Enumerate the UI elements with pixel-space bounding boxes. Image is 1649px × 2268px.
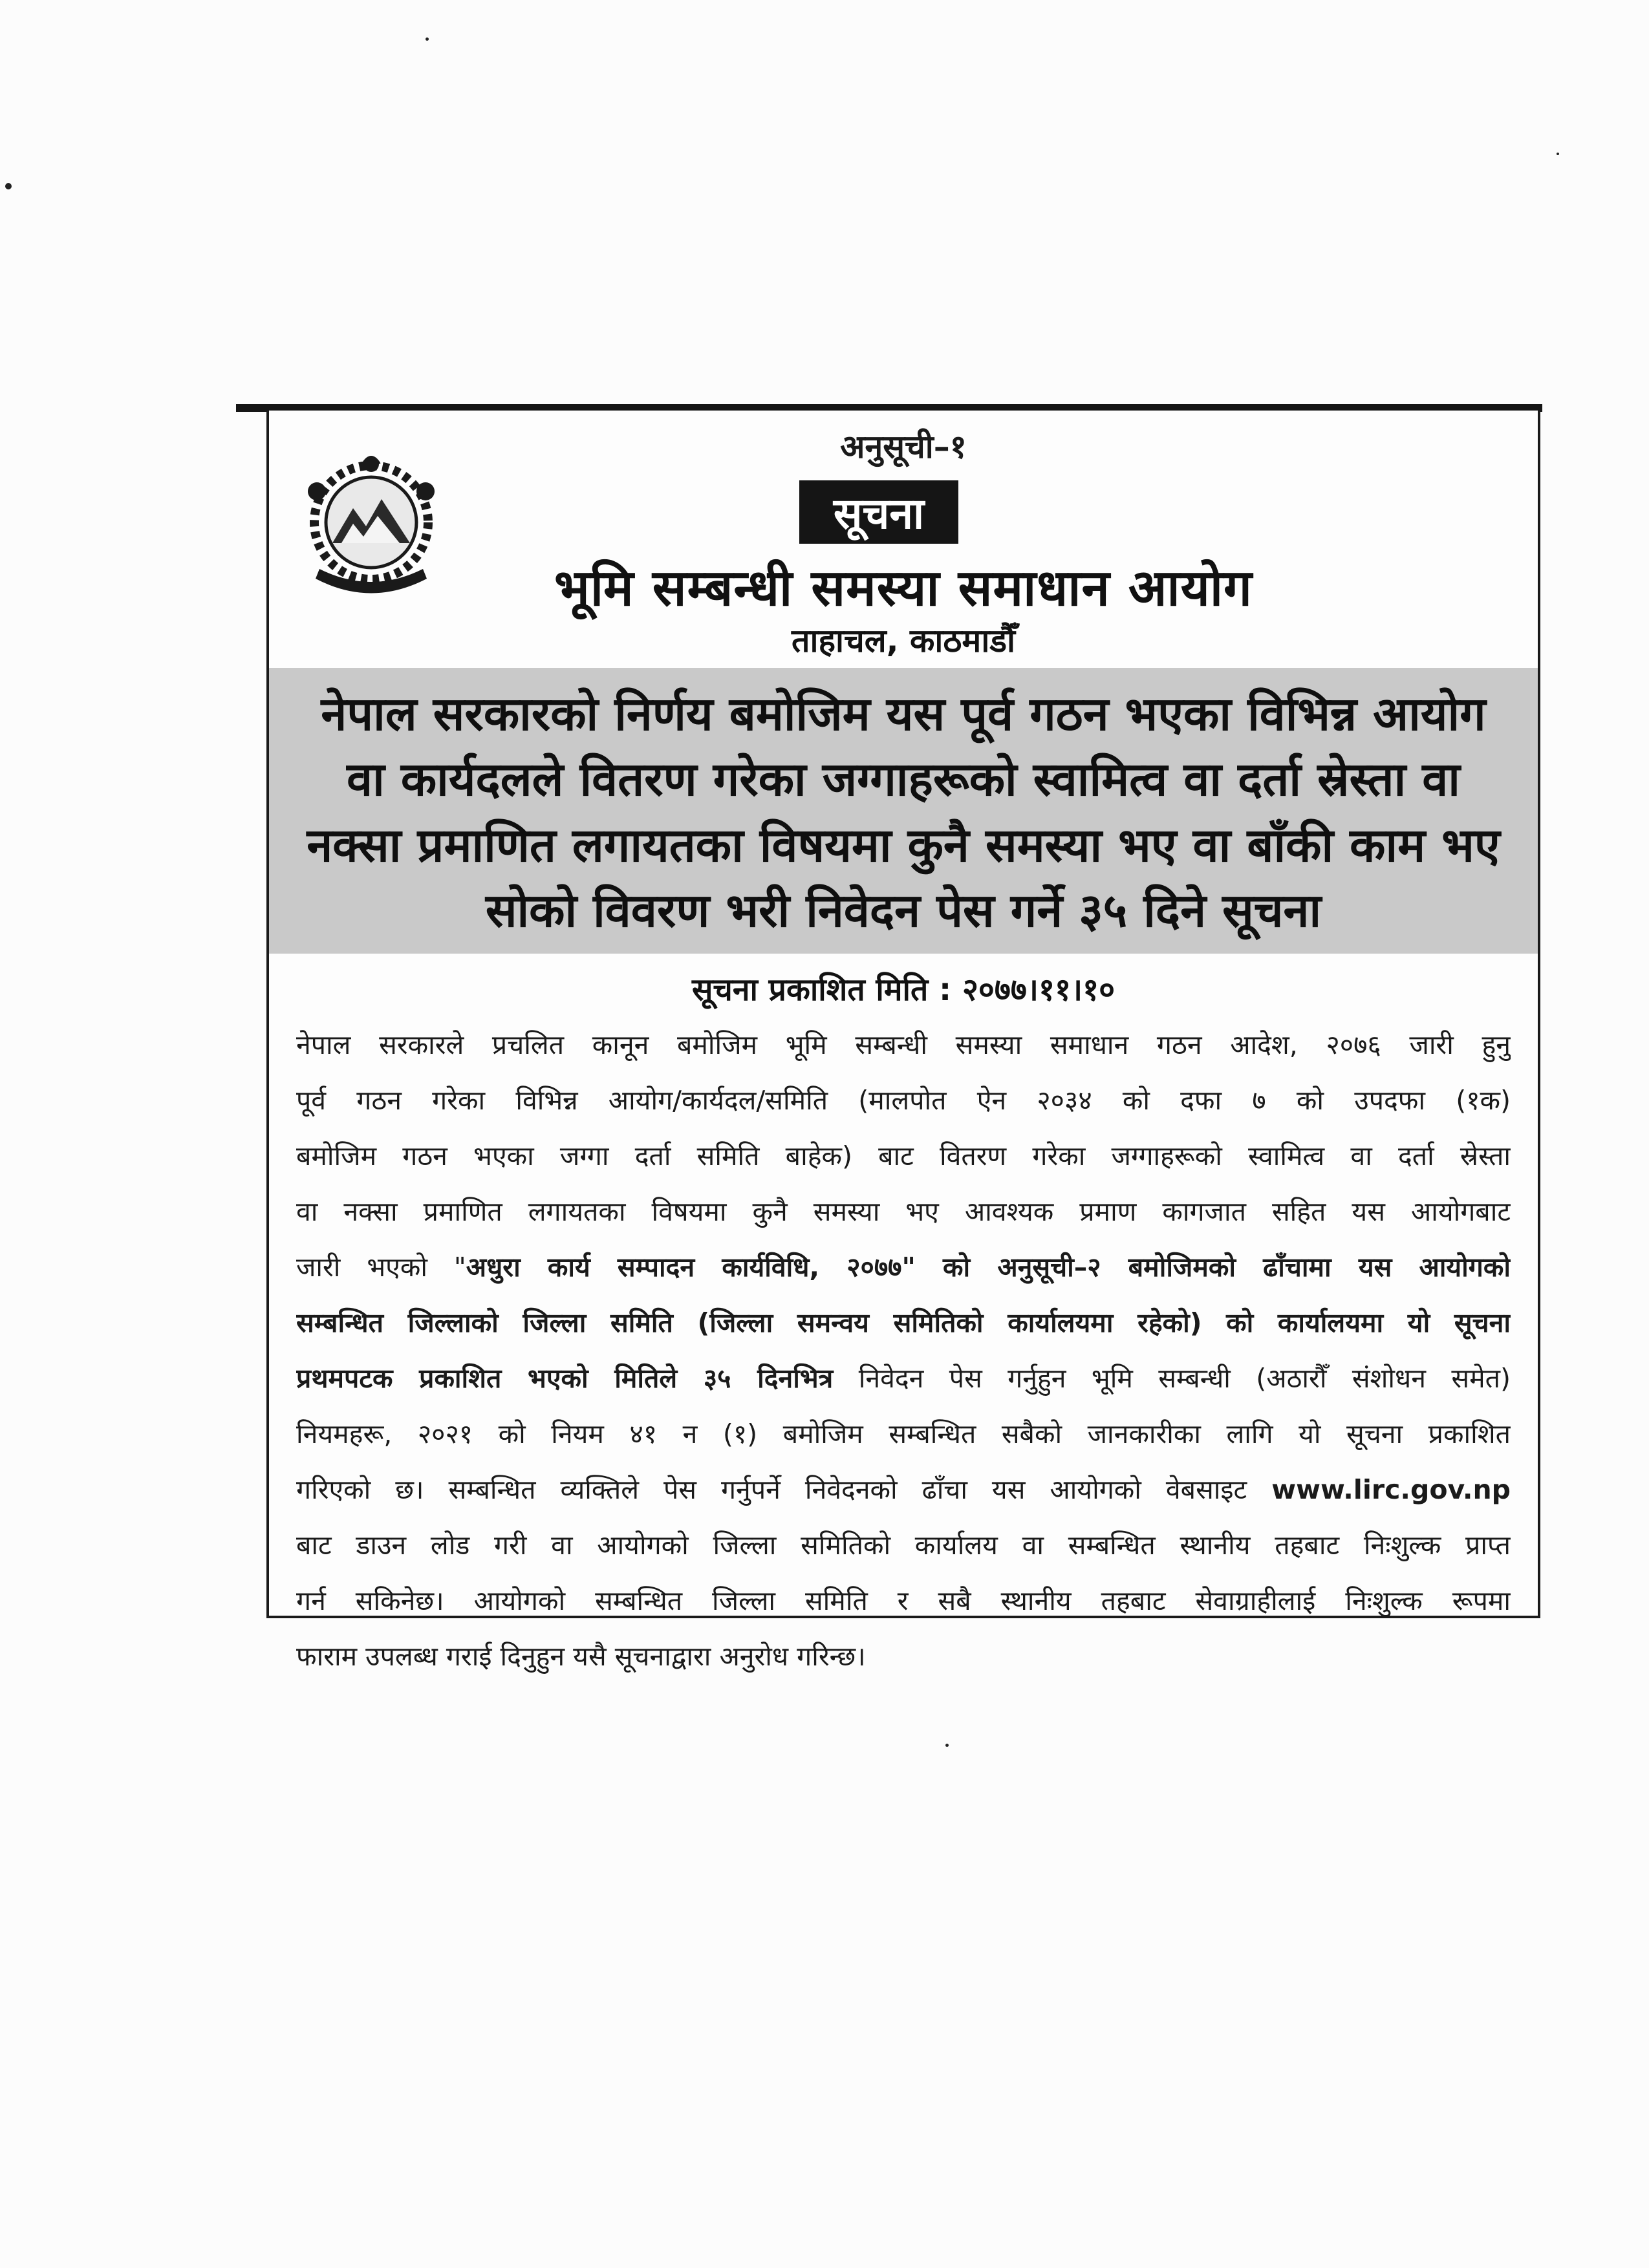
body-line (296, 1184, 1511, 1239)
body-text-segment: प्रथमपटक प्रकाशित भएको मितिले ३५ दिनभित्र (296, 1363, 834, 1394)
scan-speck (1557, 153, 1559, 155)
body-text-segment: बाट डाउन लोड गरी वा आयोगको जिल्ला समितिको कार्यालय वा सम्बन्धित स्थानीय तहबाट निःशुल्क प्राप्त (296, 1530, 1511, 1561)
body-line (296, 1295, 1511, 1351)
body-line (296, 1017, 1511, 1073)
published-date: सूचना प्रकाशित मिति : २०७७।११।१० (691, 972, 1116, 1008)
schedule-label: अनुसूची–१ (840, 428, 967, 465)
headline-line: नेपाल सरकारको निर्णय बमोजिम यस पूर्व गठन भएका विभिन्न आयोग (321, 686, 1486, 741)
body-line (296, 1073, 1511, 1128)
body-line (296, 1573, 1511, 1629)
body-text-segment: गरिएको छ। सम्बन्धित व्यक्तिले पेस गर्नुपर्ने निवेदनको ढाँचा यस आयोगको वेबसाइट (296, 1474, 1272, 1505)
body-line (296, 1462, 1511, 1517)
body-text-segment: www.lirc.gov.np (1271, 1474, 1511, 1505)
headline-band (269, 668, 1538, 954)
scan-speck (426, 37, 429, 41)
body-line (296, 1406, 1511, 1462)
body-text-segment: गर्न सकिनेछ। आयोगको सम्बन्धित जिल्ला समिति र सबै स्थानीय तहबाट सेवाग्राहीलाई निःशुल्क रूपमा (296, 1585, 1511, 1616)
headline-line: नक्सा प्रमाणित लगायतका विषयमा कुनै समस्या भए वा बाँकी काम भए (307, 817, 1500, 872)
notice-title-badge: सूचना (799, 480, 958, 544)
body-line (296, 1517, 1511, 1573)
body-text-segment: नेपाल सरकारले प्रचलित कानून बमोजिम भूमि सम्बन्धी समस्या समाधान गठन आदेश, २०७६ जारी हुनु (296, 1029, 1511, 1060)
body-text-segment: वा नक्सा प्रमाणित लगायतका विषयमा कुनै समस्या भए आवश्यक प्रमाण कागजात सहित यस आयोगबाट (296, 1196, 1511, 1227)
body-text-segment: पूर्व गठन गरेका विभिन्न आयोग/कार्यदल/समिति (मालपोत ऐन २०३४ को दफा ७ को उपदफा (१क) (296, 1085, 1511, 1116)
scan-speck (945, 1744, 949, 1747)
scan-speck (5, 183, 12, 189)
headline-line: वा कार्यदलले वितरण गरेका जग्गाहरूको स्वामित्व वा दर्ता स्रेस्ता वा (347, 752, 1460, 807)
body-text-segment: निवेदन पेस गर्नुहुन भूमि सम्बन्धी (अठारौँ संशोधन समेत) (833, 1363, 1511, 1394)
body-line (296, 1239, 1511, 1295)
headline-line: सोको विवरण भरी निवेदन पेस गर्ने ३५ दिने सूचना (485, 883, 1322, 938)
body-line (296, 1128, 1511, 1184)
body-text-segment: नियमहरू, २०२१ को नियम ४१ न (१) बमोजिम सम्बन्धित सबैको जानकारीका लागि यो सूचना प्रकाशित (296, 1418, 1511, 1450)
body-text-segment: जारी भएको " (296, 1252, 466, 1283)
body-text-segment: बमोजिम गठन भएका जग्गा दर्ता समिति बाहेक) बाट वितरण गरेका जग्गाहरूको स्वामित्व वा दर्ता स्रेस्ता (296, 1140, 1511, 1171)
commission-name: भूमि सम्बन्धी समस्या समाधान आयोग (554, 559, 1253, 617)
body-text-segment: सम्बन्धित जिल्लाको जिल्ला समिति (जिल्ला समन्वय समितिको कार्यालयमा रहेको) को कार्यालयमा यो सूचना (296, 1307, 1511, 1338)
body-line (296, 1351, 1511, 1406)
body-text-segment: फाराम उपलब्ध गराई दिनुहुन यसै सूचनाद्वारा अनुरोध गरिन्छ। (296, 1641, 866, 1672)
body-line (296, 1629, 1511, 1684)
commission-address: ताहाचल, काठमाडौँ (792, 622, 1015, 659)
notice-box (266, 411, 1540, 1672)
notice-body (296, 1017, 1511, 1684)
body-text-segment: अधुरा कार्य सम्पादन कार्यविधि, २०७७" को अनुसूची–२ बमोजिमको ढाँचामा यस आयोगको (466, 1252, 1511, 1283)
